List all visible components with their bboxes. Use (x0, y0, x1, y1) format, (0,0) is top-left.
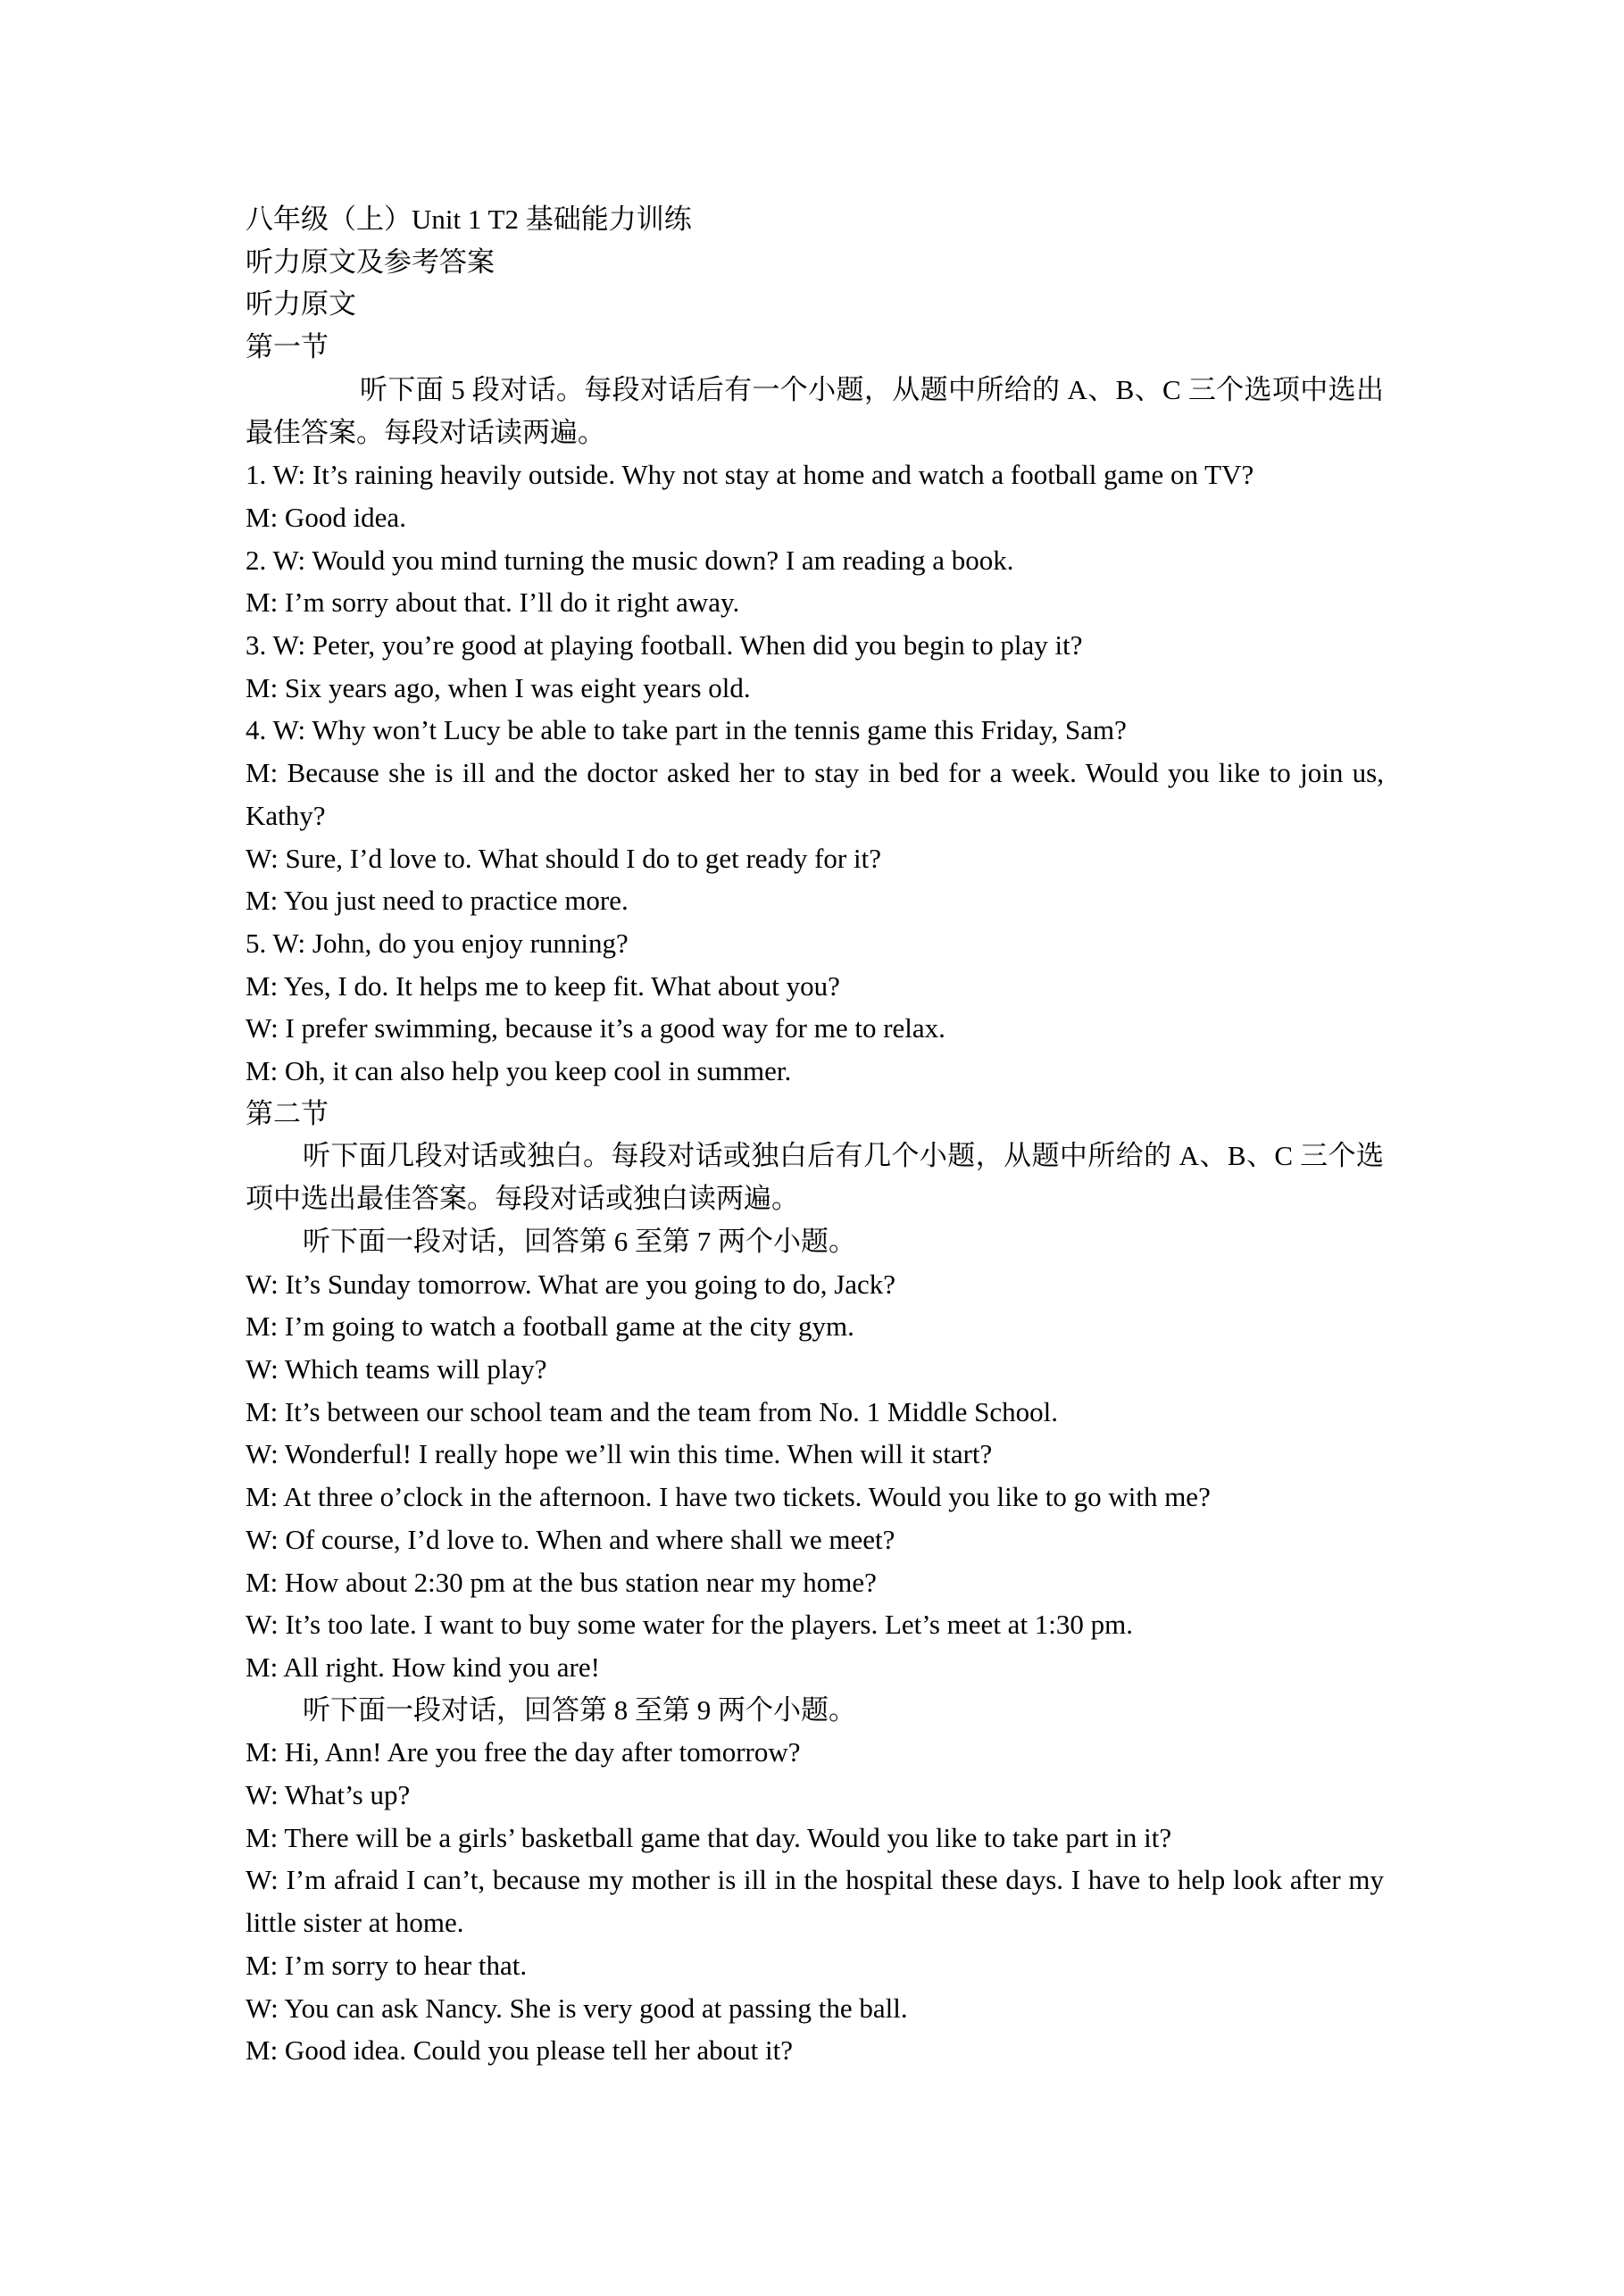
transcript-line: M: Good idea. (246, 501, 406, 533)
transcript-line: M: Because she is ill and the doctor asked her to stay in bed for a week. Would you like to join us, Kathy? (246, 757, 1384, 831)
transcript-line: W: Of course, I’d love to. When and where shall we meet? (246, 1523, 895, 1555)
transcript-line: W: It’s Sunday tomorrow. What are you going to do, Jack? (246, 1268, 896, 1300)
transcript-line: M: I’m going to watch a football game at the city gym. (246, 1310, 854, 1343)
dialogue-intro: 听下面一段对话，回答第 6 至第 7 两个小题。 (303, 1225, 856, 1257)
transcript-line: M: Good idea. Could you please tell her about it? (246, 2034, 793, 2067)
part2-heading: 第二节 (246, 1097, 329, 1129)
transcript-line: W: Wonderful! I really hope we’ll win this time. When will it start? (246, 1438, 993, 1470)
transcript-line: W: I prefer swimming, because it’s a good way for me to relax. (246, 1012, 945, 1044)
part1-heading: 第一节 (246, 331, 329, 363)
transcript-line: M: You just need to practice more. (246, 885, 629, 917)
dialogue-intro: 听下面一段对话，回答第 8 至第 9 两个小题。 (303, 1693, 856, 1726)
transcript-line: W: Sure, I’d love to. What should I do to get ready for it? (246, 842, 881, 874)
transcript-line: W: Which teams will play? (246, 1352, 547, 1385)
part2-instructions: 听下面几段对话或独白。每段对话或独白后有几个小题，从题中所给的 A、B、C 三个选项中选出最佳答案。每段对话或独白读两遍。 (246, 1140, 1384, 1215)
part1-instructions: 听下面 5 段对话。每段对话后有一个小题，从题中所给的 A、B、C 三个选项中选出最佳答案。每段对话读两遍。 (246, 373, 1384, 448)
transcript-line: 3. W: Peter, you’re good at playing football. When did you begin to play it? (246, 629, 1083, 661)
transcript-line: M: How about 2:30 pm at the bus station near my home? (246, 1566, 877, 1598)
transcript-line: 2. W: Would you mind turning the music down? I am reading a book. (246, 544, 1014, 576)
transcript-line: M: Hi, Ann! Are you free the day after tomorrow? (246, 1736, 801, 1768)
transcript-line: 4. W: Why won’t Lucy be able to take part in the tennis game this Friday, Sam? (246, 714, 1127, 746)
transcript-line: M: All right. How kind you are! (246, 1651, 600, 1683)
transcript-line: M: I’m sorry about that. I’ll do it right away. (246, 586, 740, 619)
transcript-line: M: Yes, I do. It helps me to keep fit. What about you? (246, 969, 840, 1002)
transcript-line: M: It’s between our school team and the team from No. 1 Middle School. (246, 1395, 1059, 1427)
transcript-line: 1. W: It’s raining heavily outside. Why not stay at home and watch a football game on TV? (246, 459, 1254, 491)
transcript-line: M: Oh, it can also help you keep cool in summer. (246, 1055, 792, 1087)
transcript-line: W: What’s up? (246, 1779, 411, 1811)
dialogue-8-9 (246, 1689, 1384, 2072)
part1-transcript (246, 453, 1384, 1093)
transcript-line: 5. W: John, do you enjoy running? (246, 927, 629, 959)
section-heading: 听力原文 (246, 288, 356, 320)
transcript-line: M: Six years ago, when I was eight years old. (246, 671, 751, 703)
dialogue-6-7 (246, 1220, 1384, 1689)
transcript-line: W: You can ask Nancy. She is very good at passing the ball. (246, 1992, 908, 2024)
transcript-line: W: I’m afraid I can’t, because my mother is ill in the hospital these days. I have to help look after my little sister at home. (246, 1864, 1384, 1939)
transcript-line: W: It’s too late. I want to buy some water for the players. Let’s meet at 1:30 pm. (246, 1609, 1134, 1641)
transcript-line: M: There will be a girls’ basketball game that day. Would you like to take part in it? (246, 1821, 1172, 1853)
transcript-line: M: At three o’clock in the afternoon. I have two tickets. Would you like to go with me? (246, 1481, 1211, 1513)
transcript-line: M: I’m sorry to hear that. (246, 1949, 528, 1981)
document-title: 八年级（上）Unit 1 T2 基础能力训练 (246, 204, 692, 235)
document-subtitle: 听力原文及参考答案 (246, 245, 495, 278)
document-page (246, 198, 1384, 2072)
